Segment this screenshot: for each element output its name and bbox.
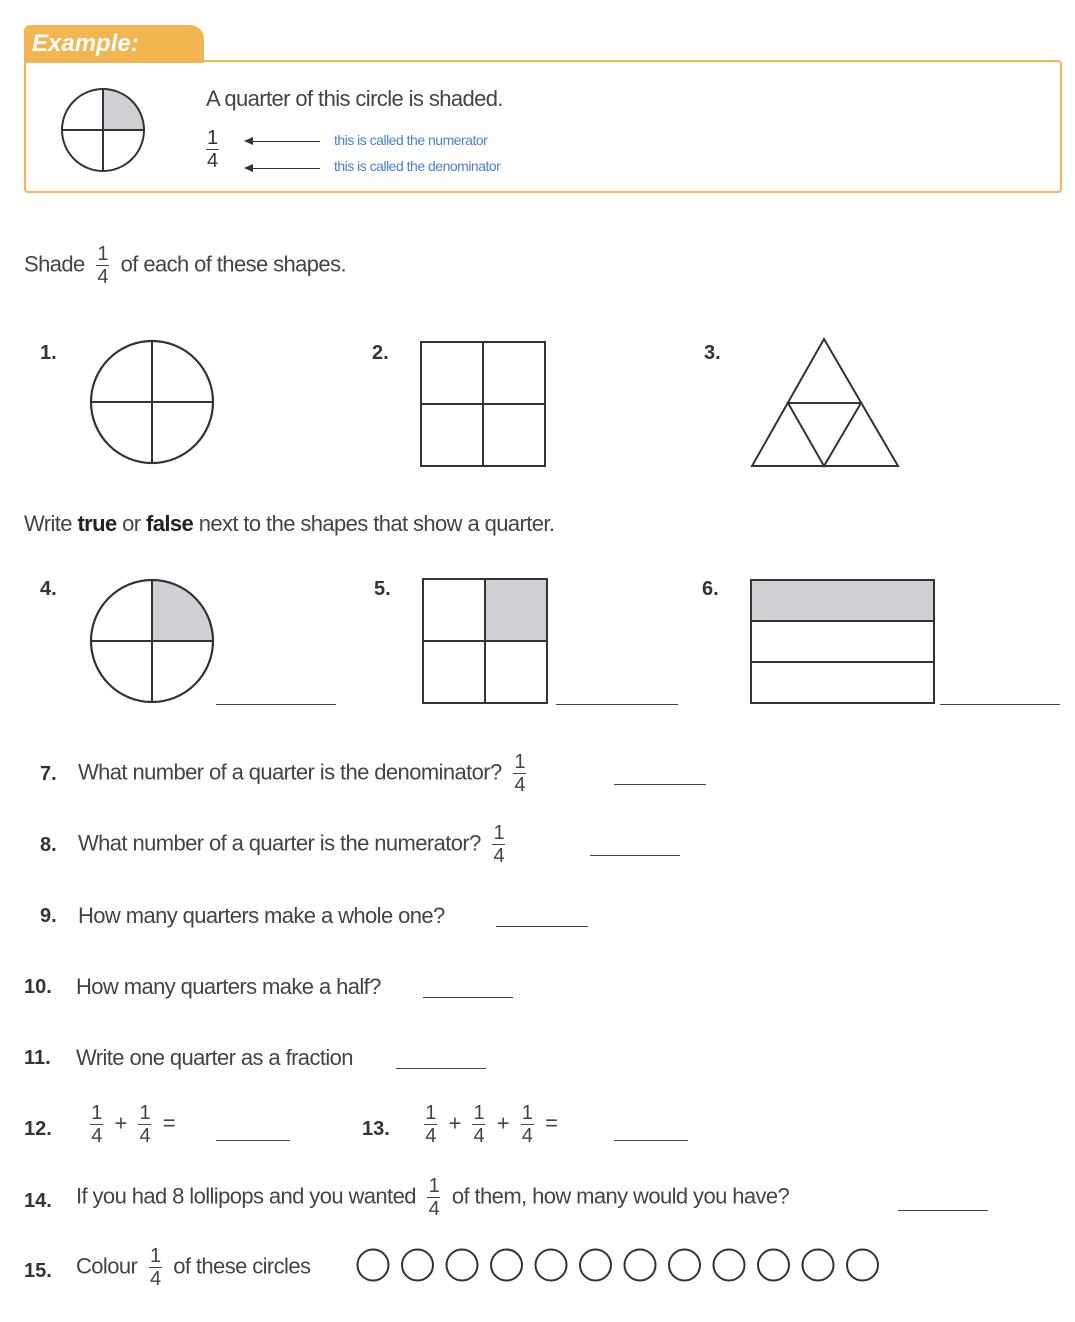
- colour-circle-6[interactable]: [580, 1250, 611, 1281]
- shaded-third: [751, 580, 934, 621]
- colour-circle-4[interactable]: [491, 1250, 522, 1281]
- q15-text: Colour $\frac{1}{4}$ of these circles: [76, 1245, 311, 1290]
- denominator-note: this is called the denominator: [334, 158, 501, 174]
- q13-expression: $\frac{1}{4}$ + $\frac{1}{4}$ + $\frac{1}{4}$ =: [425, 1102, 558, 1147]
- answer-line-5[interactable]: [556, 704, 678, 705]
- q9-number: 9.: [40, 905, 57, 927]
- colour-circle-10[interactable]: [758, 1250, 789, 1281]
- shade-instruction: Shade $\frac{1}{4}$ of each of these shapes.: [24, 243, 346, 288]
- square-shape-5: [422, 578, 549, 705]
- q15-number: 15.: [24, 1260, 52, 1282]
- colour-circle-3[interactable]: [447, 1250, 478, 1281]
- item-5-number: 5.: [374, 578, 391, 600]
- q7-number: 7.: [40, 763, 57, 785]
- colour-circle-9[interactable]: [714, 1250, 745, 1281]
- shaded-quarter: [485, 579, 547, 641]
- example-box: [24, 60, 1062, 193]
- colour-circle-12[interactable]: [847, 1250, 878, 1281]
- numerator-note: this is called the numerator: [334, 132, 488, 148]
- item-6-number: 6.: [702, 578, 719, 600]
- q12-expression: $\frac{1}{4}$ + $\frac{1}{4}$ =: [91, 1102, 176, 1147]
- q12-number: 12.: [24, 1118, 52, 1140]
- q8-number: 8.: [40, 834, 57, 856]
- q14-answer-line[interactable]: [898, 1210, 988, 1211]
- q11-answer-line[interactable]: [396, 1068, 486, 1069]
- q13-number: 13.: [362, 1118, 390, 1140]
- q9-answer-line[interactable]: [496, 926, 588, 927]
- q11-number: 11.: [24, 1047, 51, 1069]
- true-false-instruction: Write true or false next to the shapes that show a quarter.: [24, 511, 555, 536]
- colour-circle-5[interactable]: [536, 1250, 567, 1281]
- colour-circle-2[interactable]: [402, 1250, 433, 1281]
- denominator-arrow: [246, 168, 320, 169]
- q10-text: How many quarters make a half?: [76, 974, 381, 999]
- colour-circle-11[interactable]: [803, 1250, 834, 1281]
- q10-number: 10.: [24, 976, 52, 998]
- q12-answer-line[interactable]: [216, 1140, 290, 1141]
- example-tab: Example:: [24, 25, 204, 63]
- colour-circle-8[interactable]: [669, 1250, 700, 1281]
- numerator: 1: [206, 127, 219, 149]
- item-1-number: 1.: [40, 342, 57, 364]
- colour-circle-1[interactable]: [358, 1250, 389, 1281]
- q8-answer-line[interactable]: [590, 855, 680, 856]
- q9-text: How many quarters make a whole one?: [78, 903, 445, 928]
- q11-text: Write one quarter as a fraction: [76, 1045, 353, 1070]
- q13-answer-line[interactable]: [614, 1140, 688, 1141]
- q14-number: 14.: [24, 1190, 52, 1212]
- circle-shape-4: [89, 578, 217, 704]
- colour-circle-7[interactable]: [625, 1250, 656, 1281]
- q8-text: What number of a quarter is the numerator? $\frac{1}{4}$: [78, 822, 505, 867]
- answer-line-4[interactable]: [216, 704, 336, 705]
- example-fraction: [206, 128, 219, 171]
- numerator-arrow: [246, 141, 320, 142]
- answer-line-6[interactable]: [940, 704, 1060, 705]
- rectangle-shape-6: [750, 579, 936, 705]
- example-sentence: A quarter of this circle is shaded.: [206, 86, 503, 111]
- q14-text: If you had 8 lollipops and you wanted $\frac{1}{4}$ of them, how many would you have?: [76, 1175, 790, 1220]
- q7-answer-line[interactable]: [614, 784, 706, 785]
- example-circle: [60, 87, 146, 173]
- item-3-number: 3.: [704, 342, 721, 364]
- q15-circles: [356, 1247, 886, 1283]
- denominator: 4: [206, 150, 219, 172]
- circle-shape-1[interactable]: [89, 339, 217, 465]
- square-shape-2[interactable]: [420, 341, 547, 468]
- item-2-number: 2.: [372, 342, 389, 364]
- triangle-shape-3[interactable]: [750, 337, 900, 468]
- q7-text: What number of a quarter is the denominator? $\frac{1}{4}$: [78, 751, 525, 796]
- item-4-number: 4.: [40, 578, 57, 600]
- q10-answer-line[interactable]: [423, 997, 513, 998]
